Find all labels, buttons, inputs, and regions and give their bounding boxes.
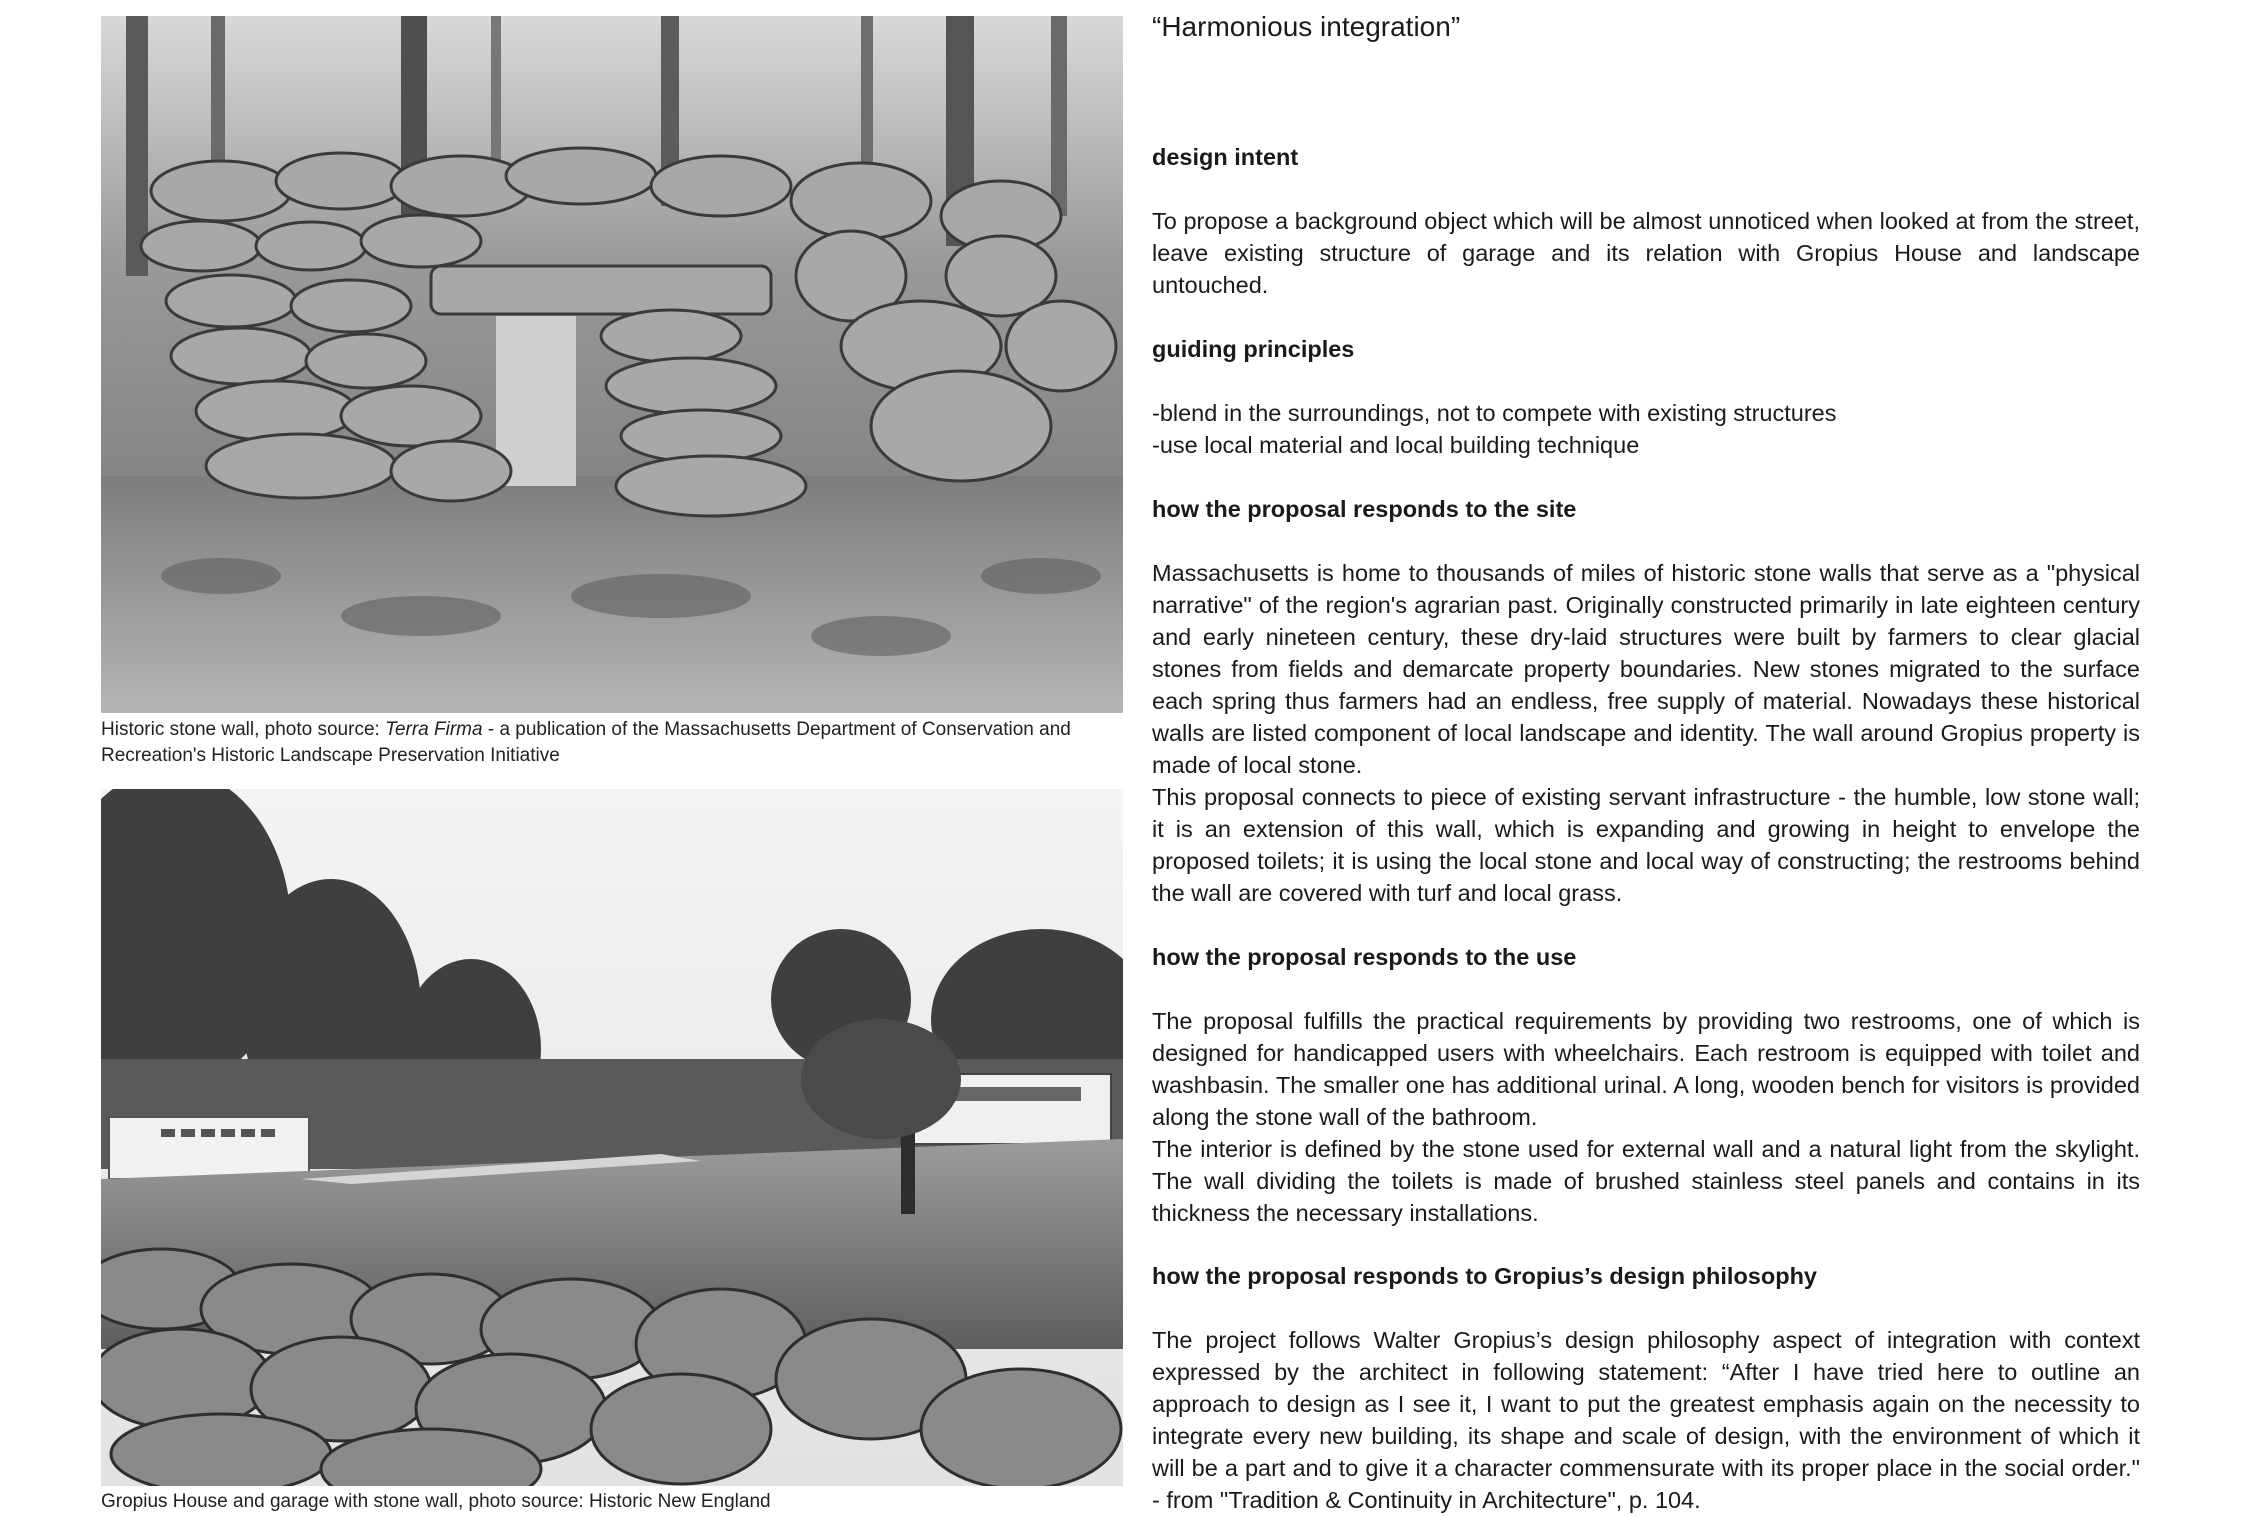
list-item: -use local material and local building technique xyxy=(1152,432,1640,458)
gropius-house-caption: Gropius House and garage with stone wall, photo source: Historic New England xyxy=(101,1491,771,1512)
heading-design-intent: design intent xyxy=(1152,144,1299,170)
caption-source-title: Terra Firma xyxy=(385,719,483,740)
gropius-house-photo xyxy=(101,789,1123,1486)
gropius-house-photo-icon xyxy=(101,789,1123,1486)
caption-prefix: Historic stone wall, photo source: xyxy=(101,719,386,740)
heading-use: how the proposal responds to the use xyxy=(1152,944,1577,970)
paragraph-site-2: This proposal connects to piece of existing servant infrastructure - the humble, low stone wall; it is an extension of this wall, which is expanding and growing in height to envelope the proposed toilets; it is using the local stone and local way of constructing; the restrooms behind the wall are covered with turf and local grass. xyxy=(1152,784,2140,906)
stone-wall-photo-icon xyxy=(101,16,1123,713)
heading-site: how the proposal responds to the site xyxy=(1152,496,1577,522)
stone-wall-photo xyxy=(101,16,1123,713)
list-item: -blend in the surroundings, not to compete with existing structures xyxy=(1152,400,1837,426)
page-title: “Harmonious integration” xyxy=(1152,11,1461,42)
heading-philosophy: how the proposal responds to Gropius’s design philosophy xyxy=(1152,1263,1817,1289)
paragraph-site-1: Massachusetts is home to thousands of miles of historic stone walls that serve as a "physical narrative" of the region's agrarian past. Originally constructed primarily in late eighteen century and early nineteen century, these dry-laid structures were built by farmers to clear glacial stones from fields and demarcate property boundaries. New stones migrated to the surface each spring thus farmers had an endless, free supply of material. Nowadays these historical walls are listed component of local landscape and identity. The wall around Gropius property is made of local stone. xyxy=(1152,560,2140,778)
paragraph-use-2: The interior is defined by the stone used for external wall and a natural light from the skylight. The wall dividing the toilets is made of brushed stainless steel panels and contains in its thickness the necessary installations. xyxy=(1152,1136,2140,1226)
stone-wall-caption xyxy=(101,717,1123,769)
guiding-principles-list xyxy=(1152,397,2140,461)
caption-suffix: - a publication of the Massachusetts Department of Conservation and Recreation's Historic Landscape Preservation Initiative xyxy=(101,719,1071,766)
paragraph-use-1: The proposal fulfills the practical requirements by providing two restrooms, one of which is designed for handicapped users with wheelchairs. Each restroom is equipped with toilet and washbasin. The smaller one has additional urinal. A long, wooden bench for visitors is provided along the stone wall of the bathroom. xyxy=(1152,1008,2140,1130)
paragraph-site xyxy=(1152,557,2140,909)
paragraph-use xyxy=(1152,1005,2140,1229)
paragraph-philosophy: The project follows Walter Gropius’s design philosophy aspect of integration with context expressed by the architect in following statement: “After I have tried here to outline an approach to design as I see it, I want to put the greatest emphasis again on the necessity to integrate every new building, its shape and scale of design, with the environment of which it will be a part and to give it a character commensurate with its proper place in the social order." - from "Tradition & Continuity in Architecture", p. 104. xyxy=(1152,1327,2140,1513)
heading-guiding-principles: guiding principles xyxy=(1152,336,1355,362)
paragraph-design-intent: To propose a background object which will be almost unnoticed when looked at from the street, leave existing structure of garage and its relation with Gropius House and landscape untouched. xyxy=(1152,208,2140,298)
